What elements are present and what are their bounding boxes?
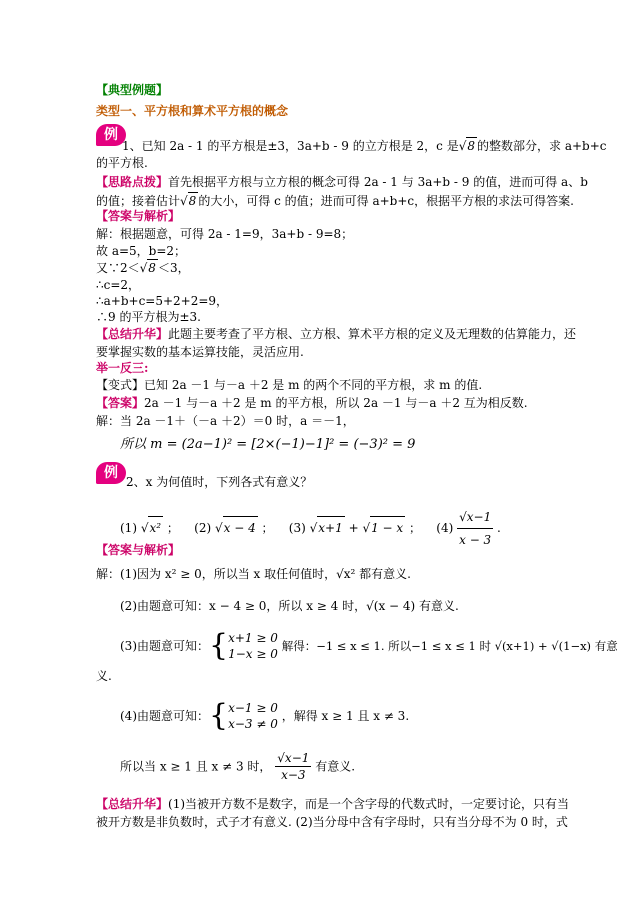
answer-label-2: 【答案与解析】 [96, 543, 181, 557]
sol1-l5: ∴a+b+c=5+2+2=9， [96, 294, 229, 308]
sol1-l3: 又∵2＜√8 ＜3， [96, 261, 190, 275]
example-badge-1: 例 [96, 124, 126, 146]
sol2-l2: (2)由题意可知：x − 4 ≥ 0，所以 x ≥ 4 时，√(x − 4) 有意义. [120, 599, 459, 613]
sol1-l2: 故 a=5，b=2； [96, 244, 187, 258]
hint-line1: 【思路点拨】首先根据平方根与立方根的概念可得 2a - 1 与 3a+b - 9 的值，进而可得 a、b [96, 175, 588, 189]
sol1-l1: 解：根据题意，可得 2a - 1=9，3a+b - 9=8； [96, 227, 354, 241]
variant-line: 【变式】已知 2a －1 与－a ＋2 是 m 的两个不同的平方根，求 m 的值. [96, 378, 483, 392]
answer2-line2: 解：当 2a －1＋（－a ＋2）＝0 时，a ＝－1， [96, 414, 355, 428]
answer-label-1: 【答案与解析】 [96, 209, 181, 223]
answer2-line3: 所以 m = (2a−1)² = [2×(−1)−1]² = (−3)² = 9 [120, 437, 416, 452]
sol2-l3-cont: 义. [96, 669, 112, 683]
sol1-l6: ∴9 的平方根为±3. [96, 310, 201, 324]
variant-title: 举一反三: [96, 361, 149, 375]
summary1-line1: 【总结升华】此题主要考查了平方根、立方根、算术平方根的定义及无理数的估算能力，还 [96, 327, 577, 341]
sol2-l5: 所以当 x ≥ 1 且 x ≠ 3 时， $\frac{√x-1}{x-3}$ 有意义. [120, 751, 356, 782]
ex2-title: 2、x 为何值时，下列各式有意义？ [126, 475, 313, 489]
sol2-l1: 解：(1)因为 x² ≥ 0，所以当 x 取任何值时，√x² 都有意义. [96, 567, 411, 581]
type1-title: 类型一、平方根和算术平方根的概念 [96, 104, 289, 118]
ex1-line1: 1、已知 2a - 1 的平方根是±3，3a+b - 9 的立方根是 2，c 是√8 的整数部分，求 a+b+c [122, 139, 607, 153]
summary2-line1: 【总结升华】(1)当被开方数不是数字，而是一个含字母的代数式时，一定要讨论，只有当 [96, 797, 570, 811]
section-title: 【典型例题】 [96, 83, 169, 97]
summary1-line2: 要掌握实数的基本运算技能，灵活应用. [96, 345, 304, 359]
sol1-l4: ∴c=2， [96, 278, 141, 292]
example-badge-2: 例 [96, 462, 126, 484]
summary2-line2: 被开方数是非负数时，式子才有意义. (2)当分母中含有字母时，只有当分母不为 0 时，式 [96, 815, 568, 829]
sol2-l3: (3)由题意可知：{x+1 ≥ 0 1−x ≥ 0 解得：−1 ≤ x ≤ 1. 所以−1 ≤ x ≤ 1 时 √(x+1) + √(1−x) 有意 [120, 628, 618, 663]
ex2-items: (1) √x² ； (2) √x − 4 ； (3) √x+1 + √1 − x ； (4) $\frac{√x-1}{x - 3}$ . [120, 506, 501, 551]
sol2-l4: (4)由题意可知：{x−1 ≥ 0 x−3 ≠ 0 ，解得 x ≥ 1 且 x ≠ 3. [120, 698, 410, 733]
answer2-line1: 【答案】2a －1 与－a ＋2 是 m 的平方根，所以 2a －1 与－a ＋2 互为相反数. [96, 396, 528, 410]
hint-line2: 的值；接着估计√8 的大小，可得 c 的值；进而可得 a+b+c，根据平方根的求法可得答案. [96, 194, 574, 208]
ex1-line2: 的平方根. [96, 156, 148, 170]
